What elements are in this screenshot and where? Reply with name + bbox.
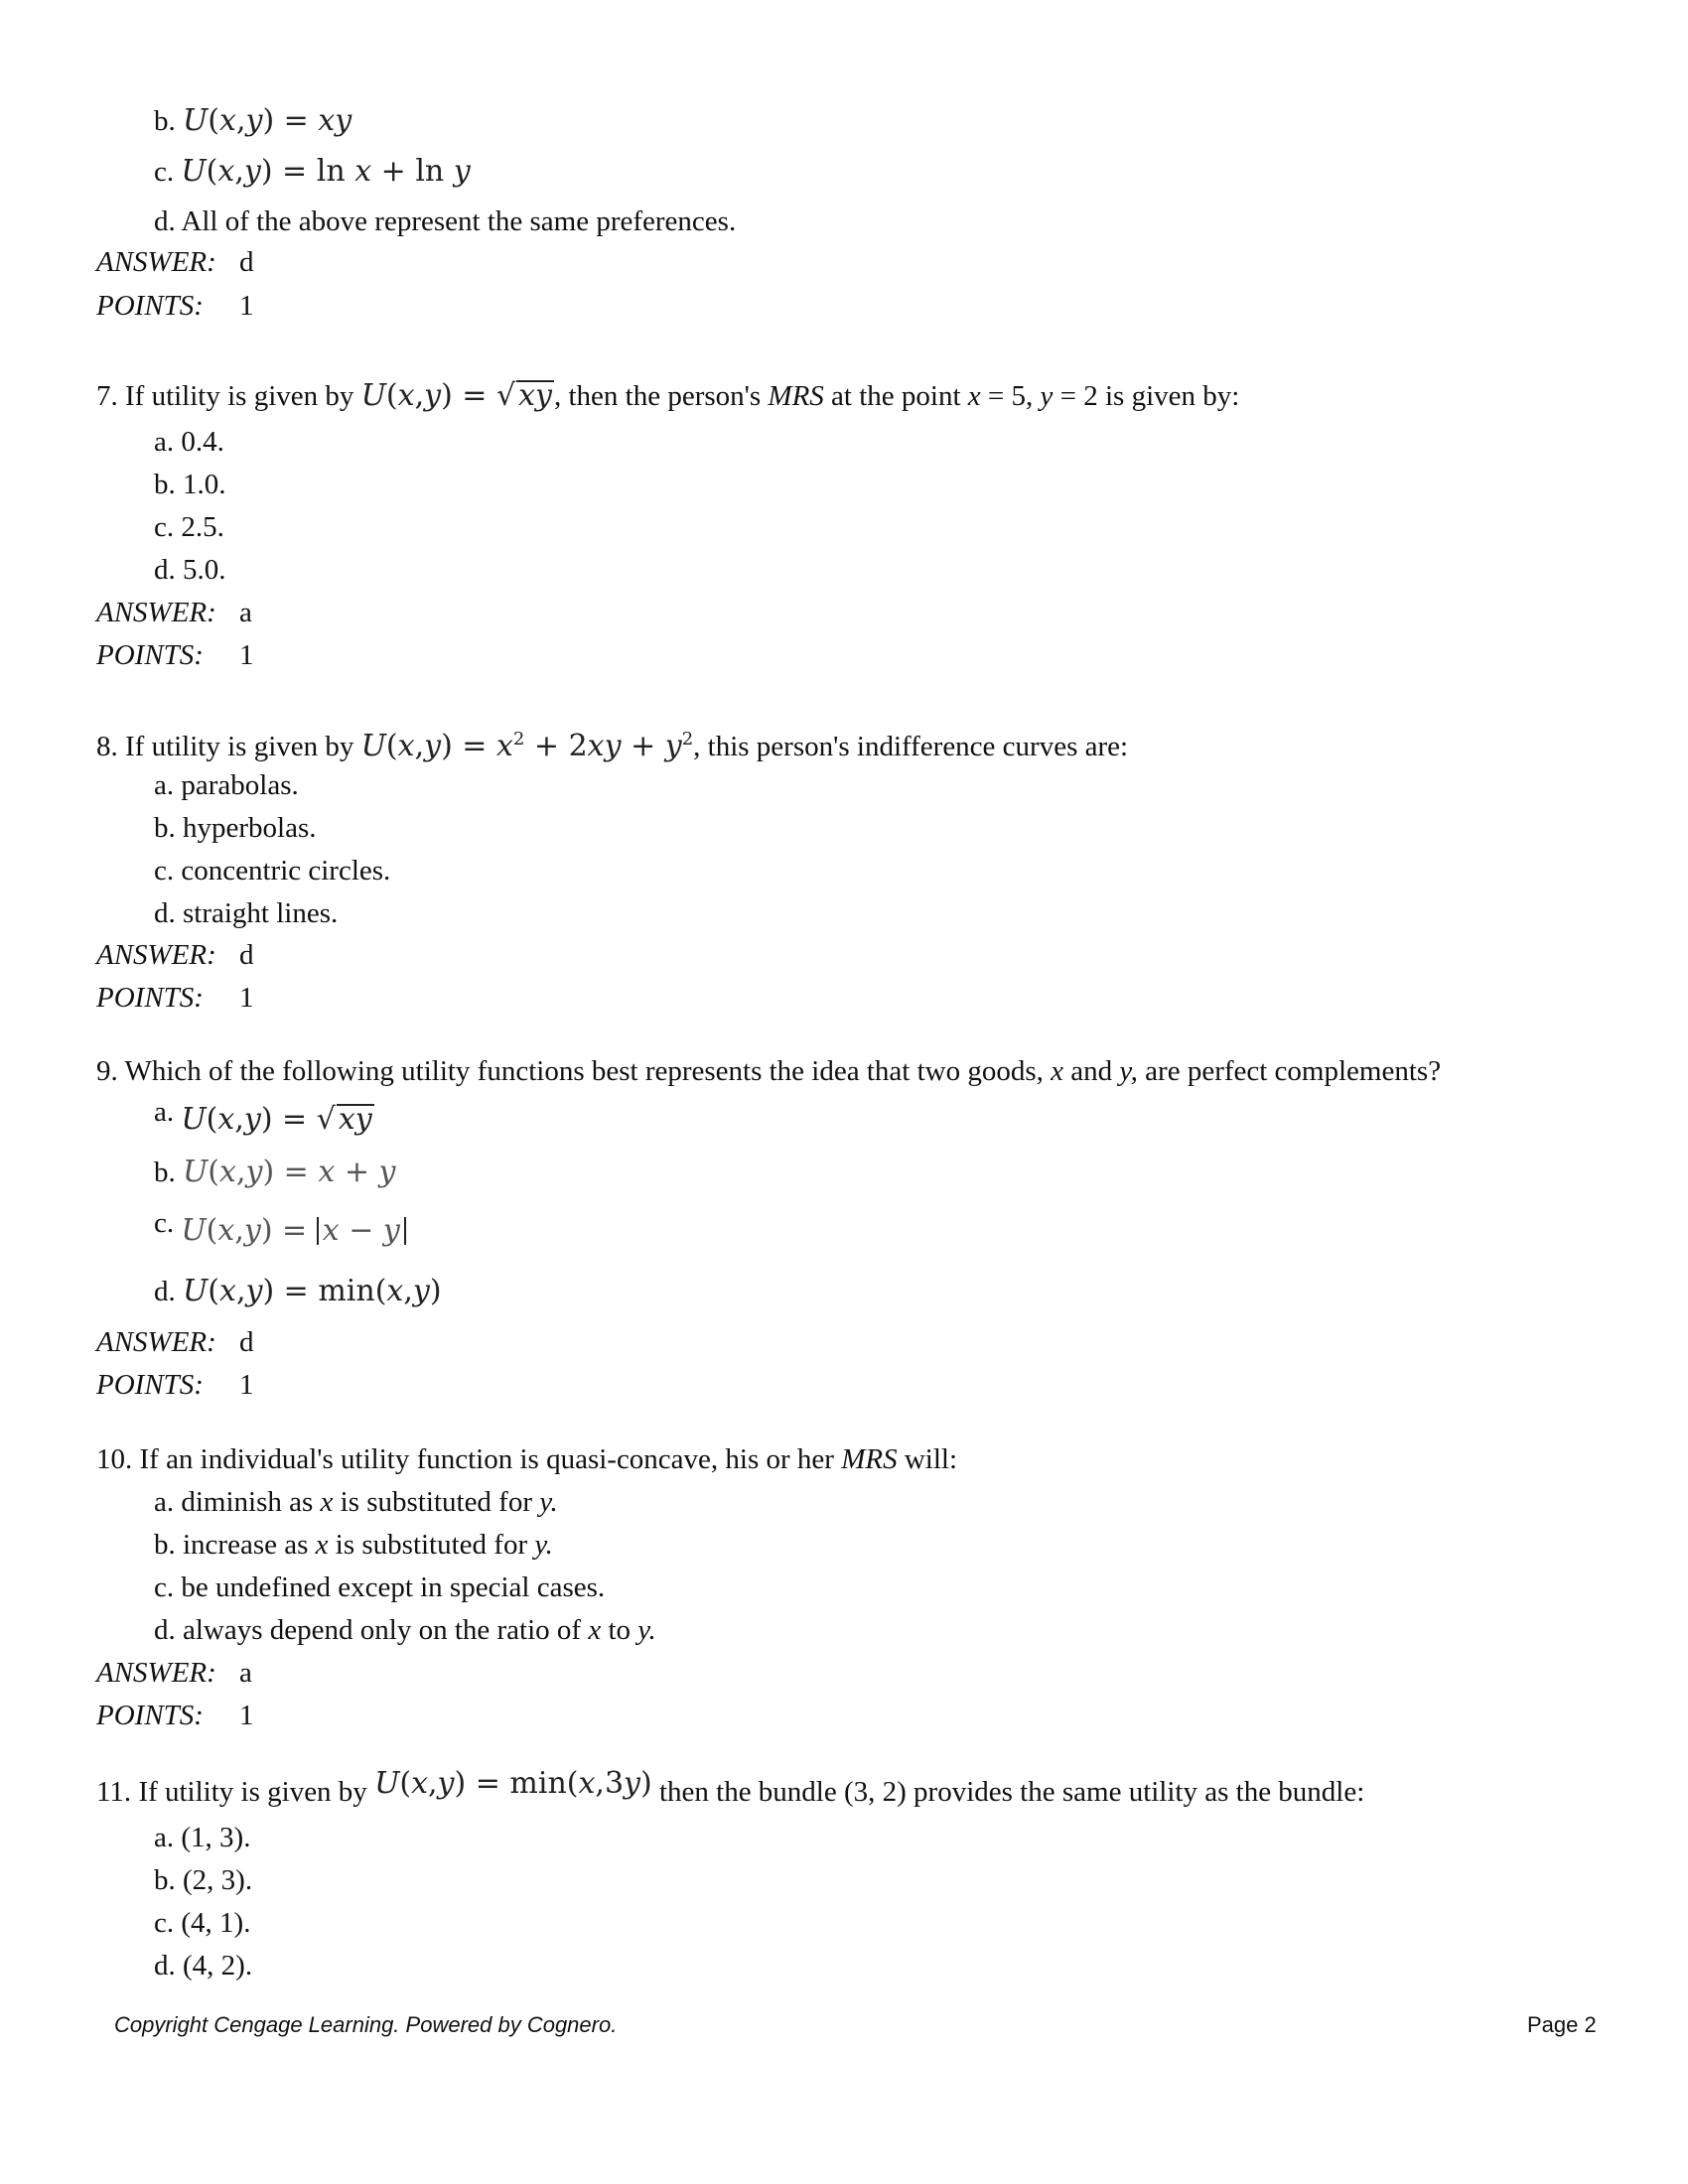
q8-stem: 8. If utility is given by $U(x,y) = x^2 + 2xy + y^2$, this person's indifference curves are: (96, 729, 1129, 763)
q9-option-a: a. U(x,y) = √ xy (154, 1096, 372, 1137)
footer-copyright: Copyright Cengage Learning. Powered by Cognero. (114, 2012, 618, 2037)
q9-option-b: b. U(x,y) = x + y (154, 1155, 396, 1189)
footer-page-number: Page 2 (1527, 2012, 1597, 2037)
q10-option-d: d. always depend only on the ratio of x to y. (154, 1614, 656, 1646)
q10-stem: 10. If an individual's utility function is quasi-concave, his or her MRS will: (96, 1443, 958, 1475)
q6-option-b: b. U(x,y) = xy (154, 103, 352, 138)
q11-option-b: b. (2, 3). (154, 1864, 253, 1896)
q7-answer: ANSWER: a (96, 597, 252, 628)
q11-option-d: d. (4, 2). (154, 1950, 253, 1981)
q11-option-c: c. (4, 1). (154, 1907, 251, 1939)
q7-option-b: b. 1.0. (154, 469, 226, 500)
q7-formula: U(x,y) = √ xy (360, 378, 552, 413)
q9-answer: ANSWER: d (96, 1326, 254, 1358)
q9-points: POINTS: 1 (96, 1369, 254, 1401)
q8-points: POINTS: 1 (96, 982, 254, 1014)
q9-option-d-formula: U(x,y) = min(x,y) (183, 1274, 442, 1308)
q10-option-a: a. diminish as x is substituted for y. (154, 1486, 558, 1518)
q9-option-a-formula: U(x,y) = √ xy (181, 1102, 372, 1137)
q6-points: POINTS: 1 (96, 290, 254, 322)
q7-stem: 7. If utility is given by U(x,y) = √ xy, then the person's MRS at the point x = 5, y = 2 is given by: (96, 378, 1240, 413)
q10-option-b: b. increase as x is substituted for y. (154, 1529, 553, 1561)
q6-option-d: d. All of the above represent the same preferences. (154, 205, 737, 237)
q6-option-c-formula: U(x,y) = ln x + ln y (181, 154, 471, 189)
q7-option-a: a. 0.4. (154, 426, 224, 458)
q7-option-d: d. 5.0. (154, 554, 226, 586)
q7-option-c: c. 2.5. (154, 511, 224, 543)
q9-option-c-formula: U(x,y) = x − y (181, 1213, 405, 1248)
q9-option-d: d. U(x,y) = min(x,y) (154, 1274, 442, 1308)
q6-option-b-formula: U(x,y) = xy (183, 103, 352, 138)
q9-option-c: c. U(x,y) = x − y (154, 1213, 406, 1249)
q9-option-b-formula: U(x,y) = x + y (183, 1155, 396, 1189)
q11-option-a: a. (1, 3). (154, 1822, 251, 1853)
q6-option-c: c. U(x,y) = ln x + ln y (154, 154, 471, 189)
q6-answer: ANSWER: d (96, 246, 254, 278)
q8-option-d: d. straight lines. (154, 897, 339, 929)
q10-answer: ANSWER: a (96, 1657, 252, 1689)
q8-option-c: c. concentric circles. (154, 855, 391, 887)
q8-formula: $U(x,y) = x^2 + 2xy + y^2$ (360, 729, 694, 763)
q9-stem: 9. Which of the following utility functions best represents the idea that two goods, x and y, are perfect complements? (96, 1055, 1442, 1087)
q11-formula: U(x,y) = min(x,3y) (374, 1766, 652, 1801)
q8-option-a: a. parabolas. (154, 769, 299, 801)
q7-points: POINTS: 1 (96, 639, 254, 671)
q10-option-c: c. be undefined except in special cases. (154, 1571, 606, 1603)
q8-option-b: b. hyperbolas. (154, 812, 317, 844)
q10-points: POINTS: 1 (96, 1700, 254, 1731)
q8-answer: ANSWER: d (96, 939, 254, 971)
q11-stem: 11. If utility is given by U(x,y) = min(x,3y) then the bundle (3, 2) provides the same utility as the bundle: (96, 1766, 1365, 1808)
